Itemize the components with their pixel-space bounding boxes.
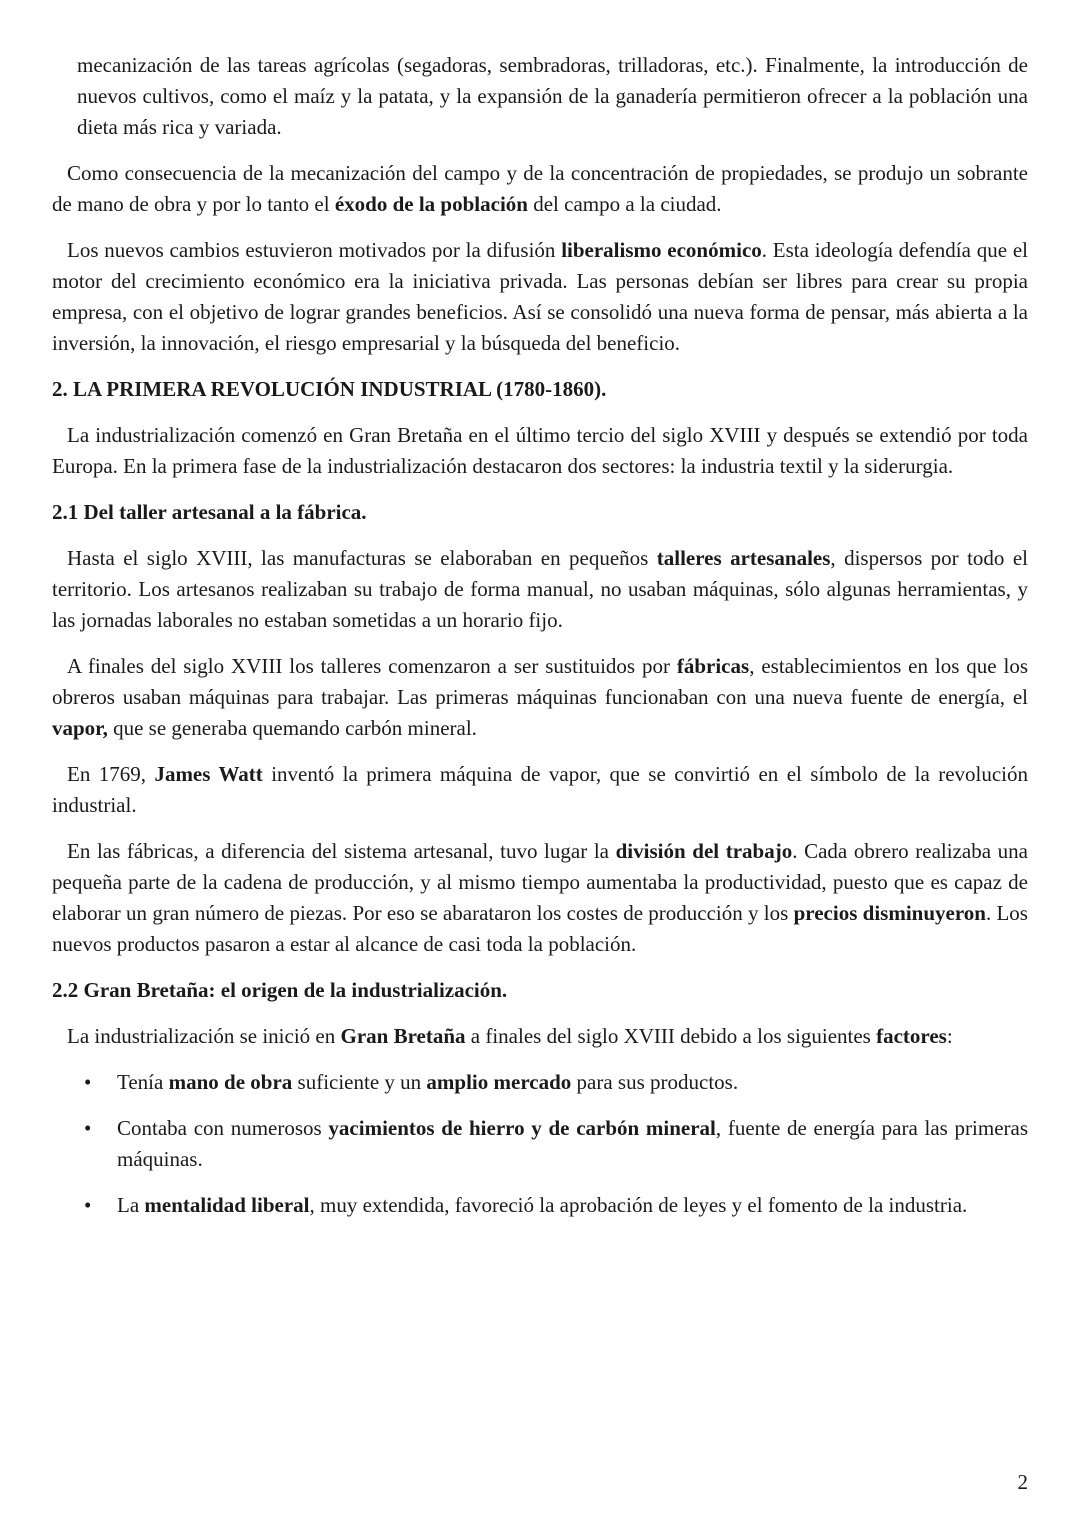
- bold-term: James Watt: [154, 762, 263, 786]
- paragraph-division-of-labor: En las fábricas, a diferencia del sistema artesanal, tuvo lugar la división del trabajo. Cada obrero realizaba una pequeña parte de la cadena de producción, y al mismo tiempo aumentaba la productividad, puesto que es capaz de elaborar un gran número de piezas. Por eso se abarataron los costes de producción y los precios disminuyeron. Los nuevos productos pasaron a estar al alcance de casi toda la población.: [52, 839, 1028, 956]
- bold-term: división del trabajo: [615, 839, 793, 863]
- page-number: 2: [1017, 1470, 1028, 1494]
- subsection-heading-2-2: 2.2 Gran Bretaña: el origen de la industrialización.: [52, 978, 508, 1002]
- subsection-heading-2-1: 2.1 Del taller artesanal a la fábrica.: [52, 500, 367, 524]
- bold-term: precios disminuyeron: [793, 901, 986, 925]
- bullet-icon: •: [84, 1116, 92, 1140]
- bullet-icon: •: [84, 1193, 92, 1217]
- section-heading-2: 2. LA PRIMERA REVOLUCIÓN INDUSTRIAL (1780-1860).: [52, 377, 607, 401]
- bold-term: liberalismo económico: [561, 238, 762, 262]
- document-page: [52, 50, 1028, 1236]
- paragraph-great-britain-factors: La industrialización se inició en Gran Bretaña a finales del siglo XVIII debido a los siguientes factores:: [67, 1024, 953, 1048]
- paragraph-agriculture-continuation: mecanización de las tareas agrícolas (segadoras, sembradoras, trilladoras, etc.). Finalmente, la introducción de nuevos cultivos, como el maíz y la patata, y la expansión de la ganadería permitieron ofrecer a la población una dieta más rica y variada.: [77, 53, 1028, 139]
- bold-term: Gran Bretaña: [340, 1024, 466, 1048]
- paragraph-james-watt: En 1769, James Watt inventó la primera máquina de vapor, que se convirtió en el símbolo de la revolución industrial.: [52, 762, 1029, 817]
- bold-term: yacimientos de hierro y de carbón mineral: [328, 1116, 716, 1140]
- bold-term: mentalidad liberal: [144, 1193, 310, 1217]
- bold-term: vapor,: [52, 716, 108, 740]
- bold-term: mano de obra: [168, 1070, 293, 1094]
- bullet-icon: •: [84, 1070, 92, 1094]
- bold-term: factores: [876, 1024, 947, 1048]
- list-item: • La mentalidad liberal, muy extendida, favoreció la aprobación de leyes y el fomento de la industria.: [52, 1190, 1028, 1221]
- paragraph-artisan-workshops: Hasta el siglo XVIII, las manufacturas se elaboraban en pequeños talleres artesanales, dispersos por todo el territorio. Los artesanos realizaban su trabajo de forma manual, no usaban máquinas, sólo algunas herramientas, y las jornadas laborales no estaban sometidas a un horario fijo.: [52, 546, 1028, 632]
- paragraph-industrialization-start: La industrialización comenzó en Gran Bretaña en el último tercio del siglo XVIII y después se extendió por toda Europa. En la primera fase de la industrialización destacaron dos sectores: la industria textil y la siderurgia.: [52, 423, 1028, 478]
- paragraph-economic-liberalism: Los nuevos cambios estuvieron motivados por la difusión liberalismo económico. Esta ideología defendía que el motor del crecimiento económico era la iniciativa privada. Las personas debían ser libres para crear su propia empresa, con el objetivo de lograr grandes beneficios. Así se consolidó una nueva forma de pensar, más abierta a la inversión, la innovación, el riesgo empresarial y la búsqueda del beneficio.: [52, 238, 1028, 355]
- list-item: • Contaba con numerosos yacimientos de hierro y de carbón mineral, fuente de energía para las primeras máquinas.: [52, 1113, 1028, 1175]
- bold-term: talleres artesanales: [656, 546, 831, 570]
- bold-term: éxodo de la población: [334, 192, 528, 216]
- list-item: • Tenía mano de obra suficiente y un amplio mercado para sus productos.: [52, 1067, 1028, 1098]
- paragraph-rural-exodus: Como consecuencia de la mecanización del campo y de la concentración de propiedades, se produjo un sobrante de mano de obra y por lo tanto el éxodo de la población del campo a la ciudad.: [52, 161, 1028, 216]
- bold-term: fábricas: [676, 654, 750, 678]
- factors-list: [52, 1067, 1028, 1221]
- paragraph-factories: A finales del siglo XVIII los talleres comenzaron a ser sustituidos por fábricas, establecimientos en los que los obreros usaban máquinas para trabajar. Las primeras máquinas funcionaban con una nueva fuente de energía, el vapor, que se generaba quemando carbón mineral.: [52, 654, 1028, 740]
- bold-term: amplio mercado: [426, 1070, 572, 1094]
